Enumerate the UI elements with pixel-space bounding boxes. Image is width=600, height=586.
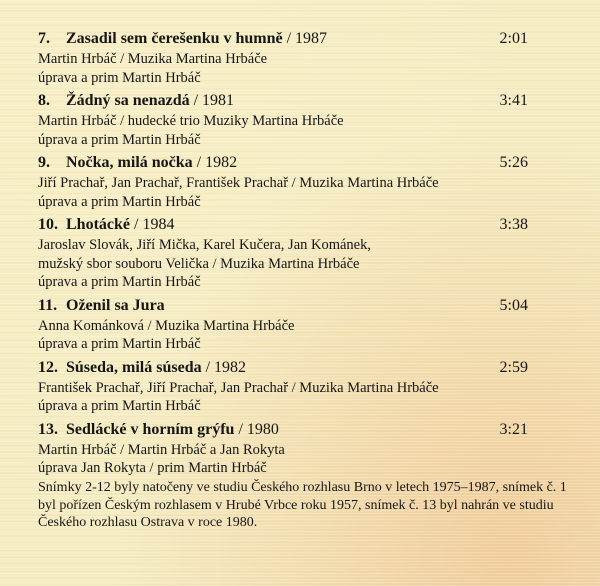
track-performers: Jiří Prachař, Jan Prachař, František Prachař / Muzika Martina Hrbáče [38, 175, 439, 191]
track-performers: Martin Hrbáč / Martin Hrbáč a Jan Rokyta [38, 441, 285, 458]
track-heading [38, 90, 528, 112]
track-heading [38, 214, 528, 236]
track-performers: Jaroslav Slovák, Jiří Mička, Karel Kučera, Jan Kománek, [38, 237, 371, 253]
track-heading [38, 152, 528, 174]
track-arrangement: úprava a prim Martin Hrbáč [38, 398, 201, 414]
track-number: 13. [38, 420, 58, 438]
track-number: 7. [38, 30, 50, 47]
track-arrangement: úprava a prim Martin Hrbáč [38, 274, 201, 290]
track-item [38, 152, 528, 211]
track-arrangement: úprava Jan Rokyta / prim Martin Hrbáč [38, 460, 267, 476]
track-item [38, 28, 528, 87]
track-title: Sedlácké v horním grýfu [66, 420, 235, 438]
track-duration: 3:38 [499, 216, 528, 233]
track-list [38, 28, 528, 481]
track-number: 8. [38, 92, 50, 109]
track-duration: 2:59 [499, 358, 528, 376]
track-item [38, 419, 528, 478]
track-title: Nočka, milá nočka [66, 154, 193, 171]
track-arrangement: úprava a prim Martin Hrbáč [38, 193, 201, 210]
track-number: 12. [38, 358, 58, 376]
track-duration: 2:01 [499, 30, 528, 47]
track-year: / 1984 [134, 216, 175, 233]
track-number: 11. [38, 296, 58, 314]
track-performers-continued: mužský sbor souboru Velička / Muzika Martina Hrbáče [38, 255, 360, 272]
track-duration: 3:21 [499, 420, 528, 438]
track-year: / 1981 [193, 92, 235, 109]
track-arrangement: úprava a prim Martin Hrbáč [38, 69, 201, 86]
track-duration: 5:26 [499, 154, 528, 171]
track-item [38, 90, 528, 149]
recording-note: Snímky 2-12 byly natočeny ve studiu Českého rozhlasu Brno v letech 1975–1987, snímek č. 1 byl pořízen Českým rozhlasem v Hrubé Vrbce roku 1957, snímek č. 13 byl nahrán ve studiu Českého rozhlasu Ostrava v roce 1980. [38, 480, 567, 530]
track-arrangement: úprava a prim Martin Hrbáč [38, 131, 201, 148]
track-heading [38, 357, 528, 379]
track-performers: Anna Kománková / Muzika Martina Hrbáče [38, 317, 295, 334]
track-item [38, 357, 528, 416]
track-title: Súseda, milá súseda [66, 358, 202, 376]
track-item [38, 295, 528, 354]
track-heading [38, 295, 528, 317]
track-performers: Martin Hrbáč / Muzika Martina Hrbáče [38, 51, 268, 67]
track-title: Žádný sa nenazdá [66, 92, 190, 109]
track-year: / 1982 [205, 358, 247, 376]
track-duration: 3:41 [499, 92, 528, 109]
track-number: 9. [38, 154, 50, 171]
track-year: / 1987 [286, 30, 328, 47]
track-title: Oženil sa Jura [66, 296, 165, 314]
track-year: / 1982 [196, 154, 238, 171]
track-performers: Martin Hrbáč / hudecké trio Muziky Martina Hrbáče [38, 113, 344, 129]
track-year: / 1980 [238, 420, 279, 438]
track-number: 10. [38, 216, 58, 233]
track-arrangement: úprava a prim Martin Hrbáč [38, 336, 201, 352]
track-heading [38, 419, 528, 441]
track-title: Zasadil sem čerešenku v humně [66, 30, 283, 47]
track-title: Lhotácké [66, 216, 130, 233]
track-duration: 5:04 [499, 296, 528, 314]
track-heading [38, 28, 528, 50]
track-item [38, 214, 528, 292]
track-performers: František Prachař, Jiří Prachař, Jan Prachař / Muzika Martina Hrbáče [38, 379, 439, 396]
